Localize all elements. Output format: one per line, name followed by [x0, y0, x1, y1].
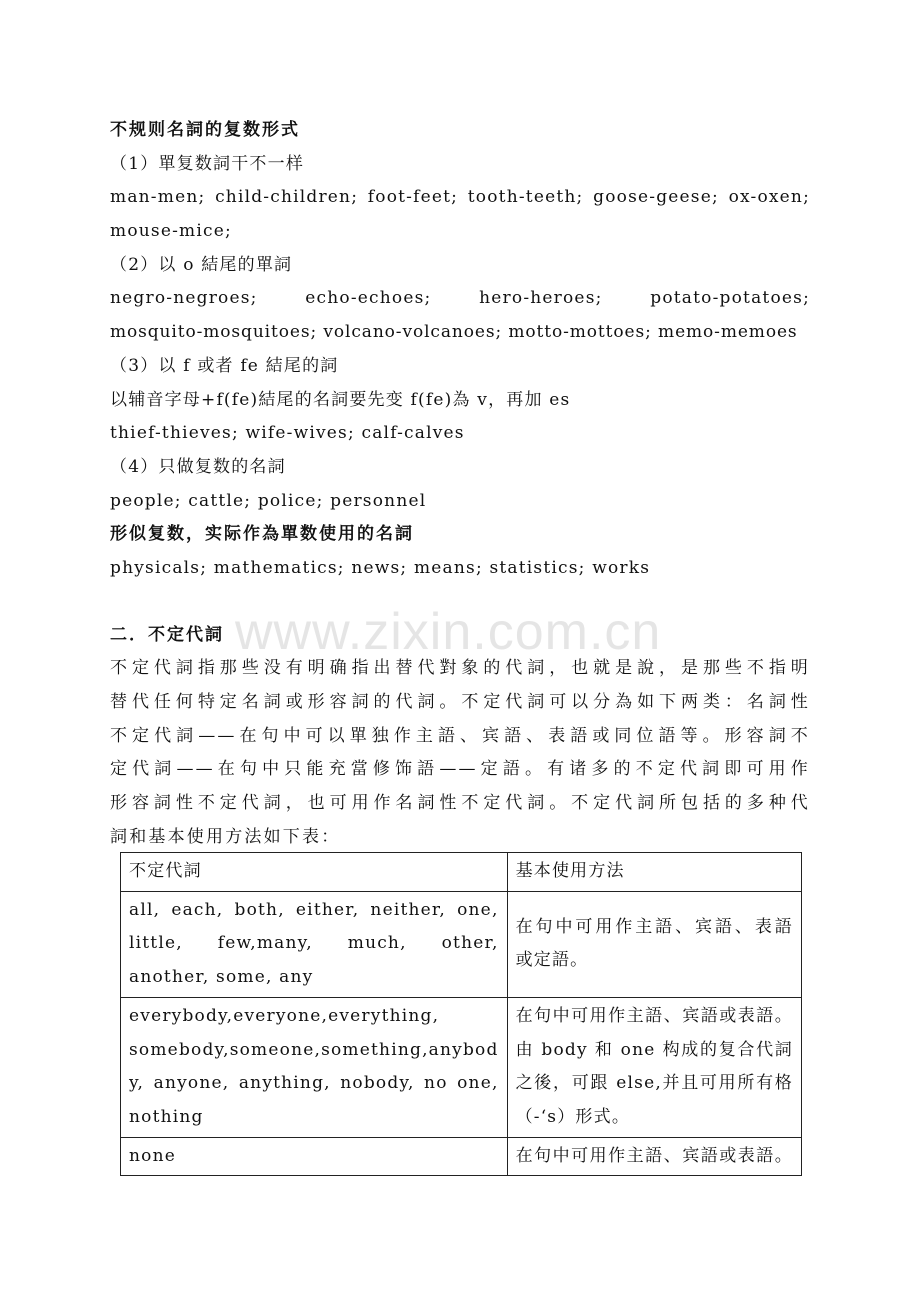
table-cell [507, 891, 801, 997]
table-cell [121, 891, 508, 997]
watermark: www.zixin.com.cn [235, 603, 662, 661]
table-cell [507, 1137, 801, 1176]
examples-line: man-men; child-children; foot-feet; tooth-teeth; goose-geese; ox-oxen; [110, 187, 810, 208]
sub-label-3: （3）以 f 或者 fe 結尾的詞 [110, 355, 339, 376]
table-row [121, 1137, 802, 1176]
sub-label-4: （4）只做复数的名詞 [110, 456, 286, 477]
examples-line: mouse-mice; [110, 221, 232, 242]
paragraph [110, 652, 810, 854]
table-header-cell: 基本使用方法 [507, 853, 801, 892]
cell-line: 在句中可用作主語、宾語或表語。 [515, 1145, 793, 1166]
section-heading-indefinite-pronouns: 二．不定代詞 [110, 624, 224, 645]
table-cell [121, 997, 508, 1137]
cell-line: none [129, 1145, 176, 1166]
sub-label-1: （1）單复数詞干不一样 [110, 153, 305, 174]
cell-line: nothing [129, 1106, 204, 1127]
paragraph-line: 詞和基本使用方法如下表： [110, 826, 341, 847]
pronoun-table [120, 852, 802, 1176]
examples-line: physicals; mathematics; news; means; statistics; works [110, 557, 651, 578]
table-row [121, 997, 802, 1137]
rule-text: 以辅音字母+f(fe)結尾的名詞要先变 f(fe)為 v，再加 es [110, 389, 571, 410]
spacer [110, 586, 810, 619]
cell-line: 在句中可用作主語、宾語、表語 [515, 916, 793, 937]
examples-line: thief-thieves; wife-wives; calf-calves [110, 423, 465, 444]
table-header-row [121, 853, 802, 892]
table-cell [507, 997, 801, 1137]
table-row [121, 891, 802, 997]
document-body [110, 114, 810, 855]
cell-line: 由 body 和 one 构成的复合代詞 [515, 1039, 793, 1060]
paragraph-line: 定代詞——在句中只能充當修饰語——定語。有诸多的不定代詞即可用作 [110, 759, 810, 780]
table-cell [121, 1137, 508, 1176]
cell-line: （-‘s）形式。 [515, 1106, 631, 1127]
examples-line: mosquito-mosquitoes; volcano-volcanoes; motto-mottoes; memo-memoes [110, 322, 798, 343]
sub-label-2: （2）以 o 結尾的單詞 [110, 254, 293, 275]
cell-line: little, few,many, much, other, [129, 933, 499, 954]
paragraph-line: 替代任何特定名詞或形容詞的代詞。不定代詞可以分為如下两类：名詞性 [110, 692, 810, 713]
cell-line: another, some, any [129, 967, 314, 988]
table-header-cell: 不定代詞 [121, 853, 508, 892]
cell-line: 之後，可跟 else,并且可用所有格 [515, 1073, 793, 1094]
examples-line: negro-negroes; echo-echoes; hero-heroes; potato-potatoes; [110, 288, 810, 309]
cell-line: everybody,everyone,everything, [129, 1005, 440, 1026]
subheading-singular-use: 形似复数，实际作為單数使用的名詞 [110, 524, 414, 545]
paragraph-line: 形容詞性不定代詞，也可用作名詞性不定代詞。不定代詞所包括的多种代 [110, 793, 810, 814]
cell-line: 或定語。 [515, 950, 589, 971]
cell-line: somebody,someone,something,anybod [129, 1039, 499, 1060]
cell-line: 在句中可用作主語、宾語或表語。 [515, 1005, 793, 1026]
cell-line: y, anyone, anything, nobody, no one, [129, 1073, 499, 1094]
examples-line: people; cattle; police; personnel [110, 490, 427, 511]
section-heading-irregular-plurals: 不规则名詞的复数形式 [110, 120, 300, 140]
paragraph-line: 不定代詞指那些没有明确指出替代對象的代詞，也就是說，是那些不指明 [110, 658, 810, 679]
paragraph-line: 不定代詞——在句中可以單独作主語、宾語、表語或同位語等。形容詞不 [110, 725, 810, 746]
cell-line: all, each, both, either, neither, one, [129, 899, 499, 920]
